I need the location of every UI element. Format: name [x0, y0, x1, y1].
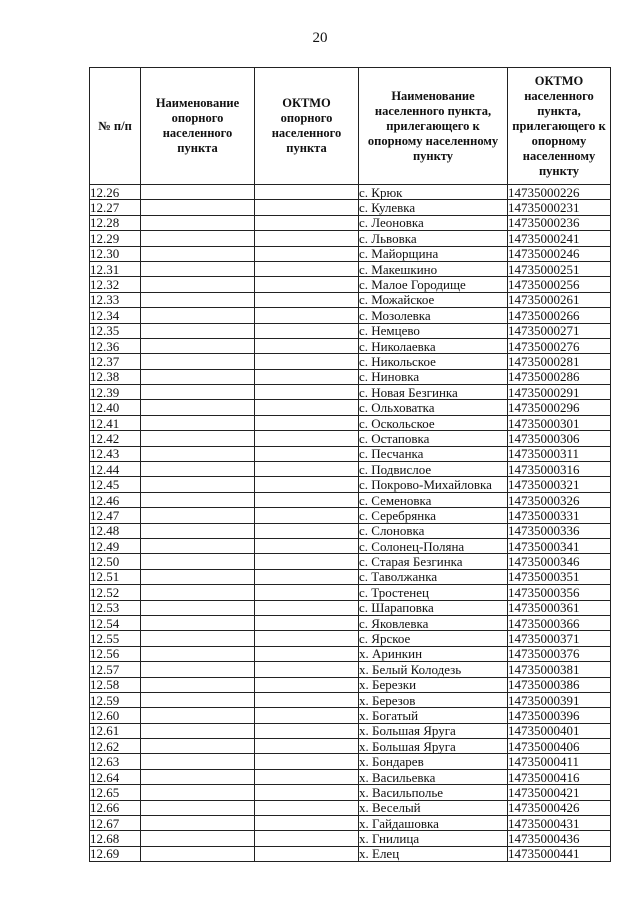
anchor-settlement-oktmo	[255, 477, 359, 492]
adjacent-settlement-name: с. Таволжанка	[359, 569, 508, 584]
row-number: 12.52	[90, 585, 141, 600]
header-adjacent-settlement-oktmo: ОКТМО населенного пункта, прилегающего к опорному населенному пункту	[508, 68, 611, 185]
adjacent-settlement-oktmo: 14735000296	[508, 400, 611, 415]
adjacent-settlement-oktmo: 14735000436	[508, 831, 611, 846]
adjacent-settlement-name: с. Макешкино	[359, 261, 508, 276]
anchor-settlement-name	[141, 677, 255, 692]
adjacent-settlement-oktmo: 14735000226	[508, 185, 611, 200]
adjacent-settlement-oktmo: 14735000316	[508, 462, 611, 477]
table-row	[90, 569, 611, 584]
adjacent-settlement-oktmo: 14735000306	[508, 431, 611, 446]
adjacent-settlement-oktmo: 14735000276	[508, 338, 611, 353]
anchor-settlement-oktmo	[255, 323, 359, 338]
adjacent-settlement-name: с. Майорщина	[359, 246, 508, 261]
table-row	[90, 215, 611, 230]
anchor-settlement-oktmo	[255, 631, 359, 646]
row-number: 12.30	[90, 246, 141, 261]
anchor-settlement-oktmo	[255, 446, 359, 461]
adjacent-settlement-oktmo: 14735000391	[508, 692, 611, 707]
anchor-settlement-oktmo	[255, 646, 359, 661]
header-adjacent-settlement-name: Наименование населенного пункта, прилегающего к опорному населенному пункту	[359, 68, 508, 185]
anchor-settlement-oktmo	[255, 800, 359, 815]
page-number: 20	[312, 30, 328, 46]
anchor-settlement-name	[141, 508, 255, 523]
adjacent-settlement-oktmo: 14735000431	[508, 816, 611, 831]
anchor-settlement-oktmo	[255, 215, 359, 230]
table-row	[90, 785, 611, 800]
adjacent-settlement-oktmo: 14735000416	[508, 769, 611, 784]
anchor-settlement-name	[141, 646, 255, 661]
row-number: 12.27	[90, 200, 141, 215]
table-row	[90, 185, 611, 200]
adjacent-settlement-oktmo: 14735000301	[508, 415, 611, 430]
adjacent-settlement-name: с. Песчанка	[359, 446, 508, 461]
adjacent-settlement-oktmo: 14735000356	[508, 585, 611, 600]
anchor-settlement-name	[141, 415, 255, 430]
adjacent-settlement-name: с. Подвислое	[359, 462, 508, 477]
anchor-settlement-name	[141, 308, 255, 323]
anchor-settlement-name	[141, 200, 255, 215]
table-row	[90, 769, 611, 784]
table-row	[90, 646, 611, 661]
anchor-settlement-oktmo	[255, 415, 359, 430]
anchor-settlement-name	[141, 831, 255, 846]
anchor-settlement-oktmo	[255, 261, 359, 276]
table-row	[90, 261, 611, 276]
adjacent-settlement-name: с. Серебрянка	[359, 508, 508, 523]
anchor-settlement-name	[141, 231, 255, 246]
table-row	[90, 231, 611, 246]
table-row	[90, 816, 611, 831]
row-number: 12.45	[90, 477, 141, 492]
adjacent-settlement-oktmo: 14735000411	[508, 754, 611, 769]
anchor-settlement-name	[141, 585, 255, 600]
anchor-settlement-name	[141, 538, 255, 553]
anchor-settlement-oktmo	[255, 231, 359, 246]
anchor-settlement-oktmo	[255, 246, 359, 261]
adjacent-settlement-oktmo: 14735000291	[508, 385, 611, 400]
adjacent-settlement-oktmo: 14735000271	[508, 323, 611, 338]
row-number: 12.50	[90, 554, 141, 569]
table-row	[90, 277, 611, 292]
row-number: 12.58	[90, 677, 141, 692]
anchor-settlement-name	[141, 323, 255, 338]
anchor-settlement-name	[141, 354, 255, 369]
adjacent-settlement-oktmo: 14735000346	[508, 554, 611, 569]
table-row	[90, 415, 611, 430]
row-number: 12.44	[90, 462, 141, 477]
table-row	[90, 477, 611, 492]
adjacent-settlement-name: с. Ниновка	[359, 369, 508, 384]
adjacent-settlement-oktmo: 14735000426	[508, 800, 611, 815]
anchor-settlement-oktmo	[255, 723, 359, 738]
anchor-settlement-oktmo	[255, 785, 359, 800]
table-row	[90, 677, 611, 692]
table-row	[90, 462, 611, 477]
table-row	[90, 631, 611, 646]
adjacent-settlement-name: х. Березки	[359, 677, 508, 692]
table-row	[90, 246, 611, 261]
anchor-settlement-name	[141, 215, 255, 230]
row-number: 12.51	[90, 569, 141, 584]
row-number: 12.68	[90, 831, 141, 846]
anchor-settlement-oktmo	[255, 308, 359, 323]
anchor-settlement-oktmo	[255, 385, 359, 400]
anchor-settlement-name	[141, 492, 255, 507]
adjacent-settlement-name: с. Солонец-Поляна	[359, 538, 508, 553]
row-number: 12.48	[90, 523, 141, 538]
adjacent-settlement-oktmo: 14735000231	[508, 200, 611, 215]
anchor-settlement-name	[141, 292, 255, 307]
table-row	[90, 708, 611, 723]
anchor-settlement-oktmo	[255, 354, 359, 369]
anchor-settlement-oktmo	[255, 585, 359, 600]
row-number: 12.49	[90, 538, 141, 553]
adjacent-settlement-name: с. Новая Безгинка	[359, 385, 508, 400]
adjacent-settlement-name: с. Никольское	[359, 354, 508, 369]
anchor-settlement-oktmo	[255, 615, 359, 630]
adjacent-settlement-name: с. Николаевка	[359, 338, 508, 353]
anchor-settlement-name	[141, 338, 255, 353]
anchor-settlement-oktmo	[255, 523, 359, 538]
table-row	[90, 369, 611, 384]
adjacent-settlement-name: х. Гайдашовка	[359, 816, 508, 831]
table-row	[90, 692, 611, 707]
adjacent-settlement-oktmo: 14735000381	[508, 662, 611, 677]
table-row	[90, 308, 611, 323]
anchor-settlement-oktmo	[255, 708, 359, 723]
adjacent-settlement-oktmo: 14735000351	[508, 569, 611, 584]
adjacent-settlement-name: х. Васильевка	[359, 769, 508, 784]
anchor-settlement-oktmo	[255, 462, 359, 477]
anchor-settlement-oktmo	[255, 739, 359, 754]
anchor-settlement-name	[141, 462, 255, 477]
adjacent-settlement-oktmo: 14735000321	[508, 477, 611, 492]
anchor-settlement-name	[141, 523, 255, 538]
row-number: 12.32	[90, 277, 141, 292]
row-number: 12.29	[90, 231, 141, 246]
anchor-settlement-oktmo	[255, 600, 359, 615]
table-row	[90, 323, 611, 338]
table-row	[90, 508, 611, 523]
adjacent-settlement-oktmo: 14735000376	[508, 646, 611, 661]
adjacent-settlement-name: с. Оскольское	[359, 415, 508, 430]
row-number: 12.39	[90, 385, 141, 400]
adjacent-settlement-name: с. Львовка	[359, 231, 508, 246]
anchor-settlement-name	[141, 662, 255, 677]
row-number: 12.41	[90, 415, 141, 430]
adjacent-settlement-oktmo: 14735000261	[508, 292, 611, 307]
anchor-settlement-name	[141, 816, 255, 831]
anchor-settlement-name	[141, 277, 255, 292]
row-number: 12.56	[90, 646, 141, 661]
anchor-settlement-name	[141, 692, 255, 707]
anchor-settlement-name	[141, 631, 255, 646]
adjacent-settlement-name: с. Мозолевка	[359, 308, 508, 323]
anchor-settlement-oktmo	[255, 831, 359, 846]
anchor-settlement-name	[141, 785, 255, 800]
adjacent-settlement-name: с. Шараповка	[359, 600, 508, 615]
anchor-settlement-oktmo	[255, 846, 359, 861]
row-number: 12.62	[90, 739, 141, 754]
adjacent-settlement-oktmo: 14735000251	[508, 261, 611, 276]
row-number: 12.63	[90, 754, 141, 769]
table-row	[90, 446, 611, 461]
row-number: 12.26	[90, 185, 141, 200]
adjacent-settlement-oktmo: 14735000341	[508, 538, 611, 553]
anchor-settlement-name	[141, 569, 255, 584]
row-number: 12.31	[90, 261, 141, 276]
anchor-settlement-oktmo	[255, 200, 359, 215]
anchor-settlement-oktmo	[255, 400, 359, 415]
row-number: 12.47	[90, 508, 141, 523]
table-row	[90, 723, 611, 738]
anchor-settlement-name	[141, 261, 255, 276]
table-row	[90, 554, 611, 569]
table-row	[90, 523, 611, 538]
row-number: 12.60	[90, 708, 141, 723]
table-row	[90, 615, 611, 630]
row-number: 12.33	[90, 292, 141, 307]
adjacent-settlement-name: х. Веселый	[359, 800, 508, 815]
anchor-settlement-name	[141, 800, 255, 815]
anchor-settlement-name	[141, 400, 255, 415]
anchor-settlement-name	[141, 600, 255, 615]
table-row	[90, 431, 611, 446]
anchor-settlement-oktmo	[255, 692, 359, 707]
adjacent-settlement-name: х. Гнилица	[359, 831, 508, 846]
anchor-settlement-oktmo	[255, 677, 359, 692]
table-row	[90, 400, 611, 415]
anchor-settlement-oktmo	[255, 816, 359, 831]
anchor-settlement-oktmo	[255, 569, 359, 584]
anchor-settlement-name	[141, 846, 255, 861]
anchor-settlement-oktmo	[255, 508, 359, 523]
adjacent-settlement-name: х. Белый Колодезь	[359, 662, 508, 677]
adjacent-settlement-oktmo: 14735000366	[508, 615, 611, 630]
anchor-settlement-name	[141, 385, 255, 400]
adjacent-settlement-oktmo: 14735000401	[508, 723, 611, 738]
row-number: 12.53	[90, 600, 141, 615]
anchor-settlement-name	[141, 554, 255, 569]
adjacent-settlement-name: х. Богатый	[359, 708, 508, 723]
adjacent-settlement-oktmo: 14735000311	[508, 446, 611, 461]
anchor-settlement-name	[141, 769, 255, 784]
anchor-settlement-name	[141, 723, 255, 738]
table-row	[90, 846, 611, 861]
adjacent-settlement-name: с. Остаповка	[359, 431, 508, 446]
adjacent-settlement-oktmo: 14735000406	[508, 739, 611, 754]
adjacent-settlement-oktmo: 14735000326	[508, 492, 611, 507]
anchor-settlement-oktmo	[255, 662, 359, 677]
adjacent-settlement-name: с. Кулевка	[359, 200, 508, 215]
anchor-settlement-oktmo	[255, 292, 359, 307]
row-number: 12.42	[90, 431, 141, 446]
adjacent-settlement-name: х. Аринкин	[359, 646, 508, 661]
row-number: 12.28	[90, 215, 141, 230]
adjacent-settlement-oktmo: 14735000281	[508, 354, 611, 369]
anchor-settlement-name	[141, 446, 255, 461]
adjacent-settlement-name: х. Бондарев	[359, 754, 508, 769]
table-row	[90, 338, 611, 353]
row-number: 12.55	[90, 631, 141, 646]
adjacent-settlement-name: х. Большая Яруга	[359, 739, 508, 754]
adjacent-settlement-oktmo: 14735000266	[508, 308, 611, 323]
anchor-settlement-name	[141, 431, 255, 446]
adjacent-settlement-name: х. Елец	[359, 846, 508, 861]
row-number: 12.64	[90, 769, 141, 784]
adjacent-settlement-name: с. Яковлевка	[359, 615, 508, 630]
row-number: 12.40	[90, 400, 141, 415]
adjacent-settlement-name: с. Тростенец	[359, 585, 508, 600]
table-row	[90, 200, 611, 215]
settlements-table	[89, 67, 611, 862]
anchor-settlement-name	[141, 246, 255, 261]
anchor-settlement-oktmo	[255, 338, 359, 353]
adjacent-settlement-name: с. Крюк	[359, 185, 508, 200]
adjacent-settlement-name: с. Слоновка	[359, 523, 508, 538]
adjacent-settlement-oktmo: 14735000421	[508, 785, 611, 800]
table-row	[90, 600, 611, 615]
adjacent-settlement-name: х. Васильполье	[359, 785, 508, 800]
adjacent-settlement-oktmo: 14735000286	[508, 369, 611, 384]
row-number: 12.66	[90, 800, 141, 815]
row-number: 12.36	[90, 338, 141, 353]
table-row	[90, 739, 611, 754]
header-anchor-settlement-oktmo: ОКТМО опорного населенного пункта	[255, 68, 359, 185]
table-row	[90, 800, 611, 815]
adjacent-settlement-name: х. Большая Яруга	[359, 723, 508, 738]
adjacent-settlement-oktmo: 14735000441	[508, 846, 611, 861]
anchor-settlement-oktmo	[255, 369, 359, 384]
row-number: 12.37	[90, 354, 141, 369]
table-body	[90, 185, 611, 862]
adjacent-settlement-name: с. Ольховатка	[359, 400, 508, 415]
row-number: 12.61	[90, 723, 141, 738]
adjacent-settlement-name: с. Немцево	[359, 323, 508, 338]
row-number: 12.54	[90, 615, 141, 630]
adjacent-settlement-name: с. Малое Городище	[359, 277, 508, 292]
table-row	[90, 354, 611, 369]
table-row	[90, 585, 611, 600]
anchor-settlement-name	[141, 615, 255, 630]
adjacent-settlement-oktmo: 14735000386	[508, 677, 611, 692]
anchor-settlement-name	[141, 708, 255, 723]
anchor-settlement-oktmo	[255, 431, 359, 446]
anchor-settlement-oktmo	[255, 769, 359, 784]
row-number: 12.35	[90, 323, 141, 338]
adjacent-settlement-oktmo: 14735000256	[508, 277, 611, 292]
table-row	[90, 754, 611, 769]
adjacent-settlement-oktmo: 14735000396	[508, 708, 611, 723]
table-row	[90, 492, 611, 507]
row-number: 12.57	[90, 662, 141, 677]
table-row	[90, 385, 611, 400]
adjacent-settlement-name: х. Березов	[359, 692, 508, 707]
adjacent-settlement-oktmo: 14735000241	[508, 231, 611, 246]
adjacent-settlement-oktmo: 14735000371	[508, 631, 611, 646]
anchor-settlement-name	[141, 754, 255, 769]
table-header-row	[90, 68, 611, 185]
adjacent-settlement-name: с. Старая Безгинка	[359, 554, 508, 569]
adjacent-settlement-oktmo: 14735000331	[508, 508, 611, 523]
adjacent-settlement-name: с. Леоновка	[359, 215, 508, 230]
anchor-settlement-oktmo	[255, 538, 359, 553]
anchor-settlement-name	[141, 477, 255, 492]
row-number: 12.43	[90, 446, 141, 461]
anchor-settlement-name	[141, 739, 255, 754]
anchor-settlement-oktmo	[255, 277, 359, 292]
row-number: 12.34	[90, 308, 141, 323]
header-row-number: № п/п	[90, 68, 141, 185]
table-row	[90, 292, 611, 307]
table-row	[90, 831, 611, 846]
anchor-settlement-oktmo	[255, 754, 359, 769]
row-number: 12.67	[90, 816, 141, 831]
row-number: 12.65	[90, 785, 141, 800]
adjacent-settlement-oktmo: 14735000246	[508, 246, 611, 261]
adjacent-settlement-name: с. Семеновка	[359, 492, 508, 507]
row-number: 12.69	[90, 846, 141, 861]
row-number: 12.46	[90, 492, 141, 507]
table-row	[90, 662, 611, 677]
adjacent-settlement-oktmo: 14735000236	[508, 215, 611, 230]
anchor-settlement-oktmo	[255, 492, 359, 507]
anchor-settlement-name	[141, 369, 255, 384]
adjacent-settlement-name: с. Ярское	[359, 631, 508, 646]
adjacent-settlement-name: с. Покрово-Михайловка	[359, 477, 508, 492]
table-row	[90, 538, 611, 553]
anchor-settlement-name	[141, 185, 255, 200]
header-anchor-settlement-name: Наименование опорного населенного пункта	[141, 68, 255, 185]
adjacent-settlement-oktmo: 14735000361	[508, 600, 611, 615]
anchor-settlement-oktmo	[255, 554, 359, 569]
adjacent-settlement-oktmo: 14735000336	[508, 523, 611, 538]
row-number: 12.59	[90, 692, 141, 707]
anchor-settlement-oktmo	[255, 185, 359, 200]
adjacent-settlement-name: с. Можайское	[359, 292, 508, 307]
row-number: 12.38	[90, 369, 141, 384]
